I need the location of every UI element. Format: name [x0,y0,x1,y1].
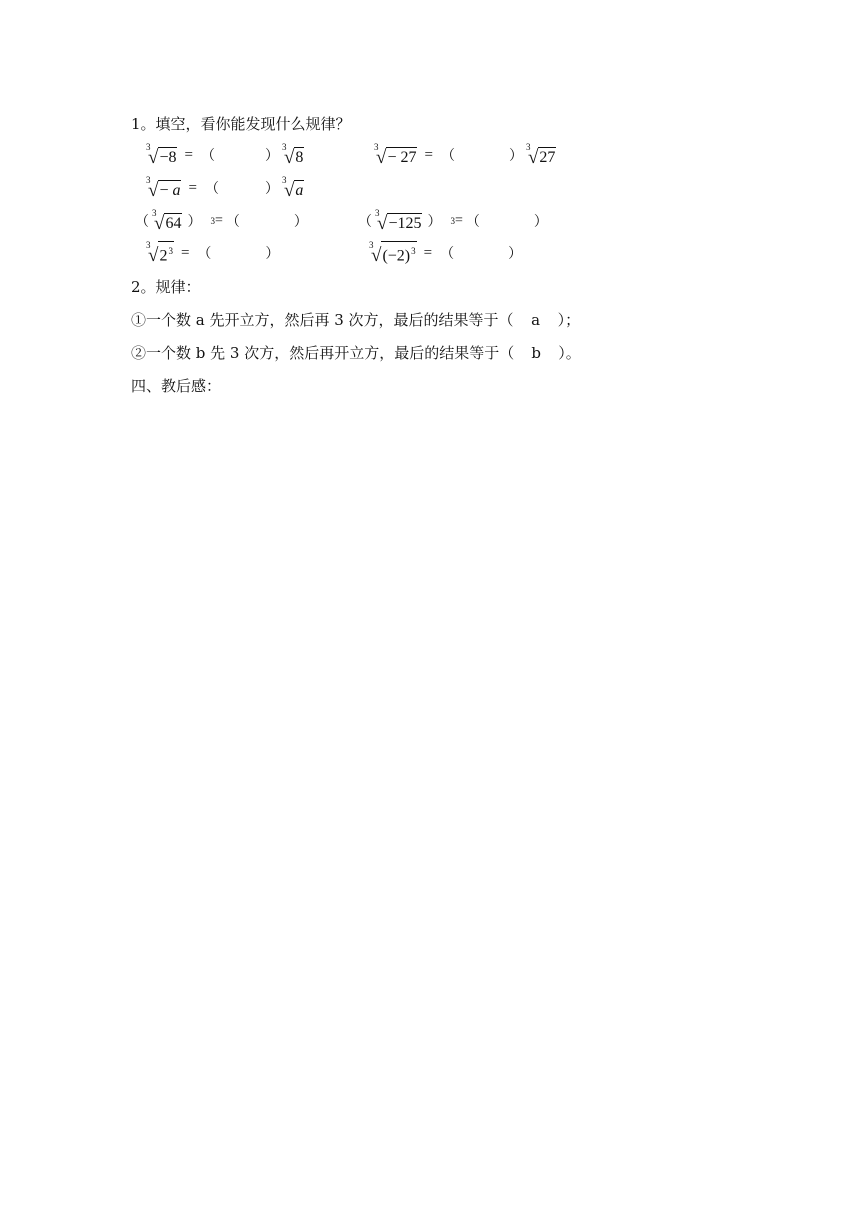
cube-root [526,143,556,167]
radical-sign: √ [371,245,382,266]
cube-root [146,241,174,265]
question-2-title: 2。规律： [131,278,201,296]
equals-sign: = [424,146,433,163]
variable-a: a [172,182,181,199]
outer-left-paren: （ [135,215,149,230]
radical-sign: √ [377,213,388,234]
radical-sign: √ [148,180,159,201]
right-paren: ） [264,182,279,197]
equals-sign: = [214,213,223,228]
root-index: 3 [369,240,374,250]
outer-right-paren: ） [427,215,442,230]
section-4-title: 四、教后感： [131,377,222,395]
rule-1-answer: a [531,311,541,329]
radicand: −8 [159,149,177,166]
right-paren: ） [508,247,523,262]
rule-2-end: ）。 [558,344,581,362]
row1-left-equation [146,141,306,169]
cube-root [282,143,304,167]
base-value: 2 [159,247,168,264]
equals-sign: = [184,146,193,163]
left-paren: （ [440,247,455,262]
equals-sign: = [188,179,197,196]
left-paren: （ [197,247,212,262]
rule-2-answer: b [531,344,542,362]
cube-root [152,209,182,233]
root-index: 3 [146,240,151,250]
question-1-title: 1。填空，看你能发现什么规律？ [131,115,351,133]
radicand [381,241,416,265]
radical-sign: √ [148,147,159,168]
row3-right-equation [355,207,551,235]
radical-sign: √ [283,180,295,201]
row4-left-equation [146,239,282,267]
radicand: 27 [539,149,556,166]
radicand: − 27 [387,149,417,166]
root-index: 3 [281,175,287,185]
equals-sign: = [180,244,190,261]
cube-root [375,209,422,233]
exponent: 3 [168,245,173,256]
root-index: 3 [374,142,379,152]
radicand: 8 [295,149,304,166]
radicand [158,241,174,265]
radicand [294,180,304,200]
root-index: 3 [152,208,157,218]
cube-root [369,241,417,265]
left-paren: （ [465,215,480,230]
row2-left-equation [146,174,306,202]
power-exponent: 3 [450,216,455,226]
root-index: 3 [146,142,151,152]
left-paren: （ [200,149,215,164]
radicand: 64 [165,215,182,232]
row3-left-equation [132,207,311,235]
right-paren: ） [265,247,280,262]
row4-right-equation [369,239,525,267]
equals-sign: = [454,213,463,228]
left-paren: （ [440,149,455,164]
exponent: 3 [411,245,416,256]
rule-2-line [131,343,581,363]
root-index: 3 [525,142,531,152]
radicand [158,180,181,200]
radical-sign: √ [527,147,539,168]
right-paren: ） [293,215,308,230]
left-paren: （ [204,182,219,197]
base-value: (−2) [382,247,411,264]
outer-right-paren: ） [187,215,202,230]
variable-a: a [295,182,304,199]
rule-2-text: ②一个数 b 先 3 次方，然后再开立方，最后的结果等于（ [131,344,515,362]
radical-sign: √ [376,147,387,168]
radicand: −125 [388,215,422,232]
radical-sign: √ [154,213,165,234]
cube-root [146,176,181,200]
rule-1-line [131,310,580,330]
radical-sign: √ [283,147,295,168]
equals-sign: = [423,244,433,261]
right-paren: ） [508,149,523,164]
root-index: 3 [375,208,380,218]
root-index: 3 [281,142,287,152]
cube-root [146,143,177,167]
left-paren: （ [225,215,240,230]
row1-right-equation [374,141,558,169]
cube-root [374,143,417,167]
cube-root [282,176,304,200]
right-paren: ） [533,215,548,230]
rule-1-end: ）； [557,311,581,329]
right-paren: ） [264,149,279,164]
outer-left-paren: （ [358,215,372,230]
root-index: 3 [146,175,151,185]
radical-sign: √ [148,245,159,266]
minus-sign: − [159,182,169,199]
power-exponent: 3 [210,216,215,226]
rule-1-text: ①一个数 a 先开立方，然后再 3 次方，最后的结果等于（ [131,311,514,329]
